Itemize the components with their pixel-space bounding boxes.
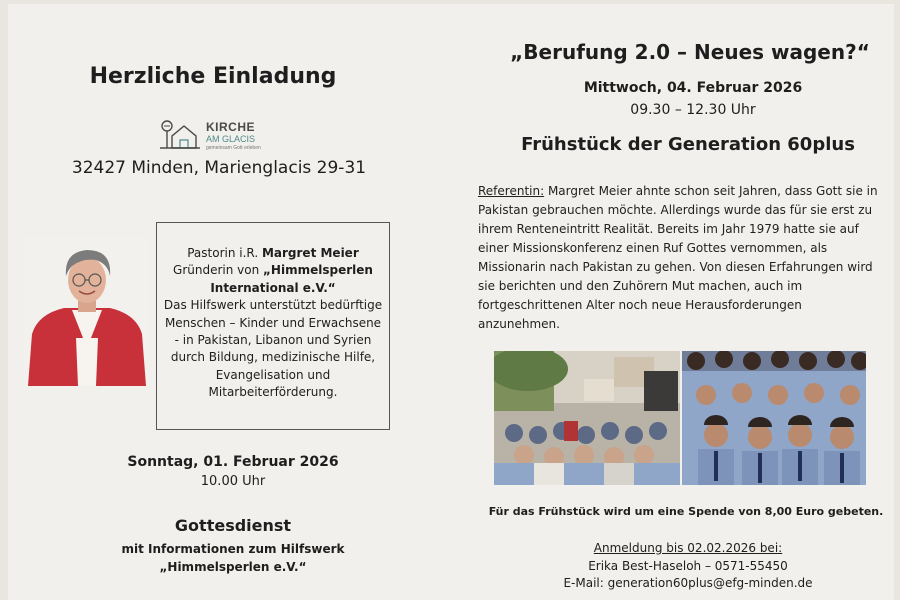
service-title: Gottesdienst: [174, 516, 292, 535]
event-title: Frühstück der Generation 60plus: [521, 134, 855, 155]
event-time: 09.30 – 12.30 Uhr: [630, 102, 756, 118]
gathering-photo: [494, 351, 680, 485]
service-time: 10.00 Uhr: [200, 474, 266, 489]
event-date: Mittwoch, 04. Februar 2026: [583, 80, 803, 96]
service-date: Sonntag, 01. Februar 2026: [127, 454, 339, 470]
church-house-icon: [158, 118, 202, 152]
donation-note: Für das Frühstück wird um eine Spende von 8,00 Euro gebeten.: [488, 505, 884, 518]
pastor-prefix: Pastorin i.R.: [187, 246, 262, 260]
flyer-sheet: [8, 4, 894, 600]
founder-prefix: Gründerin von: [173, 263, 264, 278]
service-organization: „Himmelsperlen e.V.“: [159, 560, 307, 574]
church-logo: [158, 118, 288, 154]
organization-description: Das Hilfswerk unterstützt bedürftige Menschen – Kinder und Erwachsene - in Pakistan, Libanon und Syrien durch Bildung, medizinische Hilfe, Evangelisation und Mitarbeiterförderung.: [163, 298, 383, 400]
logo-subname: AM GLACIS: [206, 134, 256, 144]
registration-deadline: Anmeldung bis 02.02.2026 bei:: [593, 541, 783, 555]
contact-person: Erika Best-Haseloh – 0571-55450: [588, 559, 788, 573]
church-address: 32427 Minden, Marienglacis 29-31: [71, 158, 367, 178]
invitation-title: Herzliche Einladung: [89, 64, 337, 89]
contact-email: E-Mail: generation60plus@efg-minden.de: [563, 576, 813, 590]
speaker-photo: [24, 238, 150, 386]
logo-name: KIRCHE: [206, 120, 256, 134]
speaker-description: [478, 182, 882, 334]
logo-tagline: gemeinsam Gott erleben: [206, 145, 261, 151]
event-motto: „Berufung 2.0 – Neues wagen?“: [510, 40, 870, 64]
organization-name: „Himmelsperlen International e.V.“: [210, 263, 373, 295]
speaker-label: Referentin:: [478, 184, 545, 198]
pastor-name: Margret Meier: [261, 246, 359, 260]
children-photo: [682, 351, 866, 485]
service-info: mit Informationen zum Hilfswerk: [121, 542, 345, 556]
speaker-text: Margret Meier ahnte schon seit Jahren, dass Gott sie in Pakistan gebrauchen möchte. Allerdings wurde das für sie erst zu ihrem Renteneintritt Realität. Bereits im Jahr 1979 hatte sie auf einer Missionskonferenz einen Ruf Gottes vernommen, als Missionarin nach Pakistan zu gehen. Von diesen Erfahrungen wird sie berichten und den Zuhörern Mut machen, auch im fortgeschrittenen Alter noch neue Herausforderungen anzunehmen.: [478, 184, 878, 331]
organization-info-box: [156, 222, 390, 430]
